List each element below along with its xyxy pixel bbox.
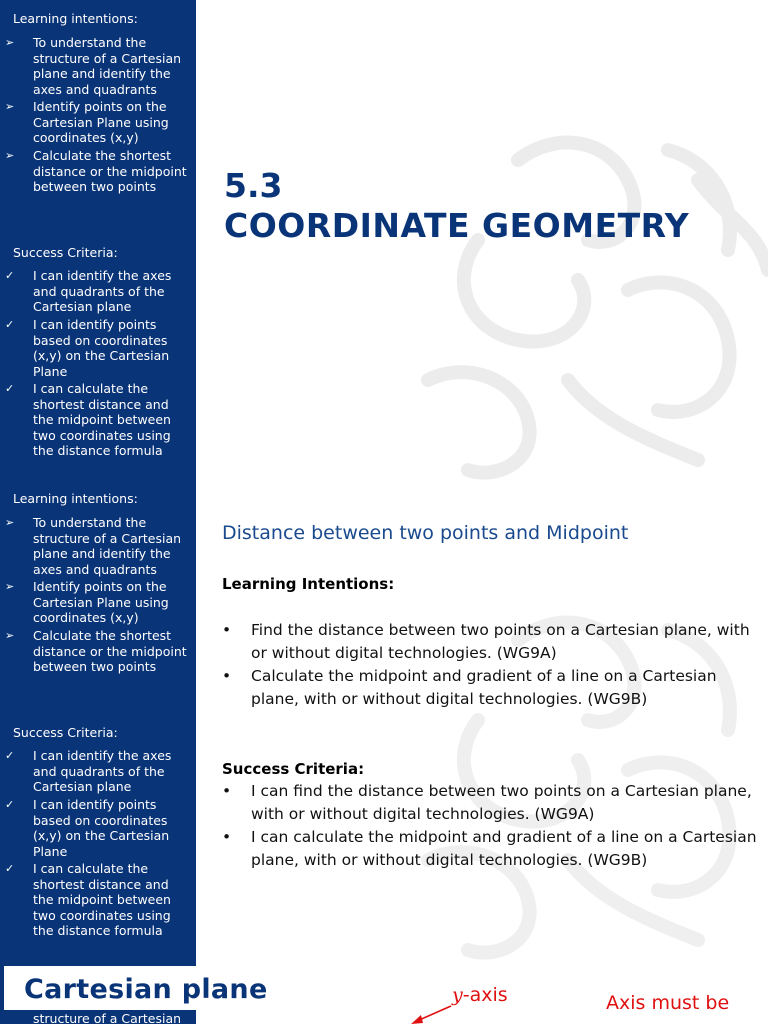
axis-note: Axis must be <box>606 992 730 1014</box>
checkmark-icon: ✓ <box>5 862 15 875</box>
arrow-bullet-icon: ➢ <box>5 516 15 529</box>
checkmark-icon: ✓ <box>5 749 15 762</box>
sidebar-intentions-heading: Learning intentions: <box>13 11 138 26</box>
arrow-bullet-icon: ➢ <box>5 629 15 642</box>
checkmark-icon: ✓ <box>5 798 15 811</box>
success-criteria-heading: Success Criteria: <box>222 760 365 778</box>
bullet-dot-icon: • <box>222 828 232 846</box>
bullet-dot-icon: • <box>222 667 232 685</box>
arrow-bullet-icon: ➢ <box>5 580 15 593</box>
y-axis-label: y-axis <box>452 984 508 1006</box>
arrow-icon <box>405 1004 455 1026</box>
sidebar-intentions-heading: Learning intentions: <box>13 491 138 506</box>
title-box <box>4 966 293 1010</box>
arrow-bullet-icon: ➢ <box>5 100 15 113</box>
sidebar-peek-text: structure of a Cartesian <box>33 1011 182 1026</box>
sidebar-criteria-heading: Success Criteria: <box>13 245 118 260</box>
sidebar-panel: Learning intentions: ➢ To understand the structure of a Cartesian plane and identify the axes and quadrants ➢ Identify points on the Cartesian Plane using coordinates (x,y) ➢ Calculate the shortest distance or the midpoint between two points Success Criteria: ✓ I can identify the axes and quadrants of the Cartesian plane ✓ I can identify points based on coordinates (x,y) on the Cartesian Plane ✓ I can calculate the shortest distance and the midpoint between two coordinates using the distance formula <box>0 0 196 480</box>
page-title: COORDINATE GEOMETRY <box>224 206 690 245</box>
page-title: Cartesian plane <box>24 974 268 1005</box>
slide-subtitle: Distance between two points and Midpoint <box>222 522 629 544</box>
learning-intentions-heading: Learning Intentions: <box>222 575 395 593</box>
slide-cartesian-plane <box>0 960 768 1024</box>
checkmark-icon: ✓ <box>5 318 15 331</box>
arrow-bullet-icon: ➢ <box>5 36 15 49</box>
arrow-bullet-icon: ➢ <box>5 149 15 162</box>
bullet-dot-icon: • <box>222 782 232 800</box>
sidebar-criteria-heading: Success Criteria: <box>13 725 118 740</box>
section-number: 5.3 <box>224 166 283 205</box>
watermark-crest <box>368 120 768 480</box>
checkmark-icon: ✓ <box>5 382 15 395</box>
checkmark-icon: ✓ <box>5 269 15 282</box>
slide-title <box>0 0 768 480</box>
sidebar-panel: Learning intentions: ➢ To understand the structure of a Cartesian plane and identify the axes and quadrants ➢ Identify points on the Cartesian Plane using coordinates (x,y) ➢ Calculate the shortest distance or the midpoint between two points Success Criteria: ✓ I can identify the axes and quadrants of the Cartesian plane ✓ I can identify points based on coordinates (x,y) on the Cartesian Plane ✓ I can calculate the shortest distance and the midpoint between two coordinates using the distance formula <box>0 480 196 960</box>
bullet-dot-icon: • <box>222 621 232 639</box>
slide-distance-midpoint <box>0 480 768 960</box>
